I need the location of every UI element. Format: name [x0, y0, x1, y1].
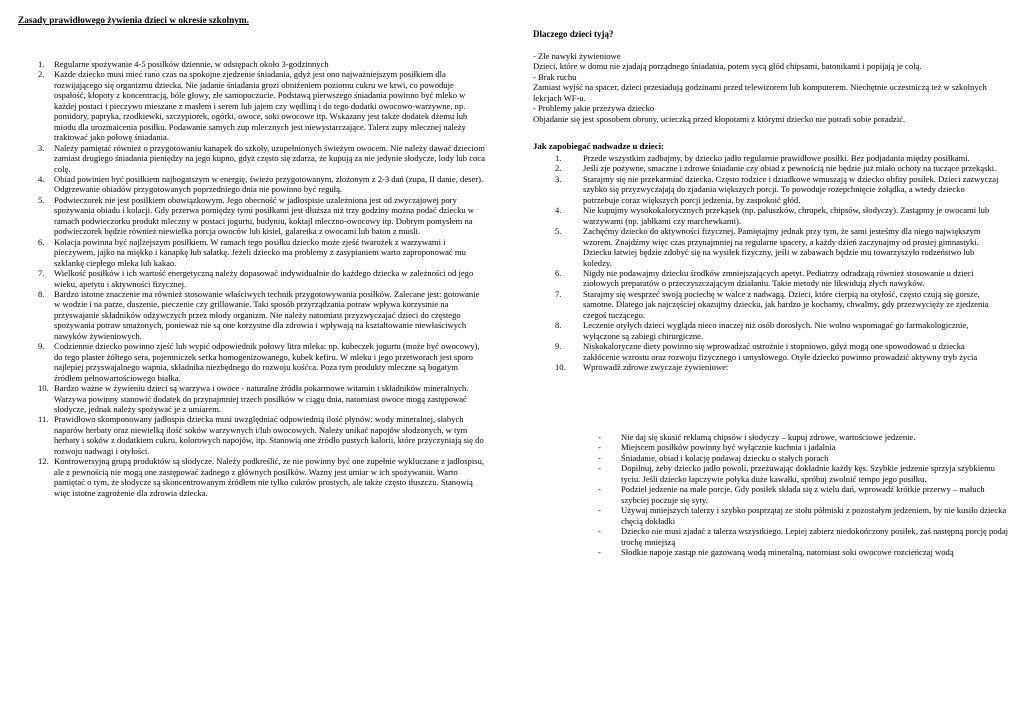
list-item: - Dopilnuj, żeby dziecko jadło powoli, przeżuwając dokładnie każdy kęs. Szybkie jedzenie sprzyja szybkiemu tyciu. Jeśli dziecko łapczywie połyka duże kawałki, spróbuj zwolnić tempo jego posiłku.: [598, 463, 995, 484]
list-item: 3. Starajmy się nie przekarmiać dziecka. Często rodzice i dziadkowe wmuszają w dziecko obfity posiłek. Dzieci zazwyczaj szybko się przyzwyczajają do zjadania większych porcji. To powoduje rozepchnięcie żołądka, a wtedy dziecko potrzebuje coraz większych porcji jedzenia, by zaspokoić głód.: [555, 173, 999, 205]
cause-heading: - Złe nawyki żywieniowe: [533, 51, 621, 61]
list-item: 4. Obiad powinien być posiłkiem najbogatszym w energię, świeżo przygotowanym, złożonym z 2-3 dań (zupa, II danie, deser). Odgrzewanie obiadów przygotowanych poprzedniego dnia nie powinno być regułą.: [38, 173, 484, 195]
list-item: 7. Wielkość posiłków i ich wartość energetyczną należy dopasować indywidualnie do każdego dziecka w zależności od jego wieku, apetytu i aktywności fizycznej.: [38, 268, 474, 289]
list-item: - Używaj mniejszych talerzy i szybko posprzątaj ze stołu półmiski z pozostałym jedzeniem, by nie kusiło dziecka chęcią dokładki: [598, 505, 1007, 526]
dash-marker: -: [598, 452, 601, 463]
cause-text: Dzieci, które w domu nie zjadają porządnego śniadania, potem sycą głód chipsami, batonikami i popijają je colą.: [533, 61, 922, 72]
list-item: 12. Kontrowersyjną grupą produktów są słodycze. Należy podkreślić, że nie powinny być one zupełnie wykluczane z jadłospisu, ale z pewnością nie mogą one zastępować żadnego z głównych posiłków. Ważny jest umiar w ich spożywaniu. Warto pamiętać o tym, że słodycze są skoncentrowanym źródłem nie tylko cukrów prostych, ale także często tłuszczu. Stanowią więc istotne zagrożenie dla zdrowia dziecka.: [38, 456, 485, 498]
list-item: 11. Prawidłowo skomponowany jadłospis dziecka musi uwzględniać odpowiednią ilość płynów: wody mineralnej, słabych naparów herbaty oraz niewielką ilość soków warzywnych i/lub owocowych. Należy unikać napojów słodzonych, w tym herbaty i soków z dodatkiem cukru, kolorowych napojów, itp. Stanowią one źródło pustych kalorii, które przyczyniają się do rozwoju nadwagi i otyłości.: [38, 414, 484, 456]
list-item: - Dziecko nie musi zjadać z talerza wszystkiego. Lepiej zabierz niedokończony posiłek, zaś następną porcję podaj trochę mniejszą: [598, 526, 1009, 547]
list-item: 8. Bardzo istotne znaczenie ma również stosowanie właściwych technik przygotowywania posiłków. Zalecane jest: gotowanie w wodzie i na parze, duszenie, pieczenie czy grillowanie. Taki sposób przyrządzania potraw wpływa korzystnie na przyswajanie składników odżywczych przez młody organizm. Nie należy natomiast przyzwyczajać dzieci do częstego spożywania potraw smażonych, ponieważ nie są one korzystne dla zdrowia i wpływają na kształtowanie niewłaściwych nawyków żywieniowych.: [38, 288, 480, 341]
nutrition-rules-list: [18, 59, 486, 498]
cause-text: Zamiast wyjść na spacer, dzieci przesiadują godzinami przed telewizorem lub komputerem. Niechętnie uczestniczą też w szkolnych lekcjach WF-u.: [533, 82, 987, 103]
list-item: 1. Przede wszystkim zadbajmy, by dziecko jadło regularnie prawidłowe posiłki. Bez podjadania między posiłkami.: [555, 153, 970, 163]
list-item: 3. Należy pamiętać również o przygotowaniu kanapek do szkoły, uzupełnionych świeżym owocem. Nie należy dawać dzieciom zamiast drugiego śniadania pieniędzy na jego kupno, gdyż często się zdarza, że kupują za nie jedynie słodycze, lody lub coca colę.: [38, 142, 485, 174]
dash-marker: -: [598, 484, 601, 495]
list-item: 5. Podwieczorek nie jest posiłkiem obowiązkowym. Jego obecność w jadłospisie uzależniona jest od zwyczajowej pory spożywania obiadu i kolacji. Gdy przerwa pomiędzy tymi posiłkami jest dłuższa niż trzy godziny można podać dziecku w ramach podwieczorku produkt mleczny w postaci jogurtu, budyniu, koktajl mleczno-owocowy itp. Dobrym pomysłem na podwieczorek będzie również niewielka porcja owoców lub kisiel, galaretka z owocami lub baton z musli.: [38, 194, 475, 237]
list-item: 9. Niskokaloryczne diety powinno się wprowadzać ostrożnie i stopniowo, gdyż mogą one spowodować u dziecka zakłócenie wzrostu oraz rozwoju fizycznego i umysłowego. Otyłe dziecko powinno prowadzić aktywny tryb życia: [555, 341, 978, 362]
list-item: 2. Jeśli zje pożywne, smaczne i zdrowe śniadanie czy obiad z pewnością nie będzie już miało ochoty na tuczące przekąski.: [555, 163, 997, 174]
list-item: 1. Regularne spożywanie 4-5 posiłków dziennie, w odstępach około 3-godzinnych: [38, 59, 329, 69]
list-item: 2. Każde dziecko musi mieć rano czas na spokojne zjedzenie śniadania, gdyż jest ono najważniejszym posiłkiem dla rozwijającego się organizmu dziecka. Nie jadanie śniadania grozi obniżeniem poziomu cukru we krwi, co powoduje ospałość, kłopoty z koncentracją, bóle głowy, złe samopoczucie. Podstawą pierwszego śniadania powinno być mleko w każdej postaci i pieczywo mieszane z masłem i serem lub jajem czy wędliną i do tego dodatki owocowo-warzywne, np. pomidory, papryka, rzodkiewki, szczypiorek, ogórki, owoce, soki owocowe itp. Wskazany jest także dodatek dżemu lub miodu dla urozmaicenia posiłku. Podawanie samych zup mlecznych jest niewystarczające. Talerz zupy mlecznej należy traktować jako połowę śniadania.: [38, 69, 468, 143]
dash-marker: -: [598, 442, 601, 453]
list-item: - Miejscem posiłków powinny być wyłącznie kuchnia i jadalnia: [598, 442, 836, 453]
list-item: 7. Starajmy się wesprzeć swoją pociechę w walce z nadwagą. Dzieci, które cierpią na otyłość, często czują się gorsze, samotne. Dlatego jak najczęściej okazujmy dziecku, jak bardzo je kochamy, chwalmy, gdy przezwycięży ze zjedzenia czegoś tuczącego.: [555, 288, 989, 320]
dash-marker: -: [598, 505, 601, 516]
list-item: 8. Leczenie otyłych dzieci wygląda nieco inaczej niż osób dorosłych. Nie wolno wspomagać go farmakologicznie, wyłączone są zabiegi chirurgiczne.: [555, 320, 969, 341]
list-item: - Podziel jedzenie na małe porcje. Gdy posiłek składa się z wielu dań, wprowadź krótkie przerwy – małuch szybciej poczuje się syty.: [598, 484, 985, 505]
list-item: - Śniadanie, obiad i kolację podawaj dziecku o stałych porach: [598, 452, 829, 463]
page-title: Zasady prawidłowego żywienia dzieci w okresie szkolnym.: [18, 16, 249, 26]
section-title-why: Dlaczego dzieci tyją?: [533, 29, 614, 39]
section-title-prevent: Jak zapobiegać nadwadze u dzieci:: [533, 141, 664, 151]
dash-marker: -: [598, 432, 601, 442]
cause-heading: - Problemy jakie przeżywa dziecko: [533, 103, 655, 114]
list-item: 4. Nie kupujmy wysokokalorycznych przekąsek (np. paluszków, chrupek, chipsów, słodyczy). Zastąpmy je owocami lub warzywami (np. jabłkami czy marchewkami).: [555, 205, 990, 226]
causes-section: [533, 51, 1011, 124]
cause-text: Objadanie się jest sposobem obrony, ucieczką przed kłopotami z którymi dziecko nie potrafi sobie poradzić.: [533, 113, 906, 124]
prevention-tips-list: [533, 153, 1001, 373]
dash-marker: -: [598, 526, 601, 537]
list-item: 6. Nigdy nie podawajmy dziecku środków zmniejszających apetyt. Pediatrzy odradzają również stosowanie u dzieci ziołowych preparatów o przeczyszczającym działaniu. Takie metody nie likwidują złych nawyków.: [555, 267, 974, 289]
healthy-habits-list: [533, 432, 1011, 557]
list-item: 10. Bardzo ważne w żywieniu dzieci są warzywa i owoce - naturalne źródła pokarmowe witamin i składników mineralnych. Warzywa powinny stanowić dodatek do przynajmniej trzech posiłków w ciągu dnia, natomiast owoce mogą zastępować słodycze, jednak należy spożywać je z umiarem.: [38, 383, 469, 414]
list-item: 5. Zachęćmy dziecko do aktywności fizycznej. Pamiętajmy jednak przy tym, że sami jesteśmy dla niego największym wzorem. Znajdźmy więc czas przynajmniej na regularne spacery, a każdy dzień zaczynajmy od prostej gimnastyki. Dziecku łatwiej będzie zdobyć się na wysiłek fizyczny, jeśli w zabawach będzie mu towarzyszyło rodzeństwo lub koledzy.: [555, 226, 981, 268]
list-item: - Słodkie napoje zastąp nie gazowaną wodą mineralną, natomiast soki owocowe rozcieńczaj wodą: [598, 546, 954, 557]
list-item: 6. Kolacja powinna być najlżejszym posiłkiem. W ramach tego posiłku dziecko może zjeść twarożek z warzywami i pieczywem, jajko na miękko i kanapkę lub sałatkę. Jeżeli dziecko ma problemy z zasypianiem warto zaproponować mu szklankę ciepłego mleka lub kakao.: [38, 236, 466, 268]
dash-marker: -: [598, 463, 601, 474]
cause-heading: - Brak ruchu: [533, 71, 577, 82]
dash-marker: -: [598, 546, 601, 557]
list-item: 10. Wprowadź zdrowe zwyczaje żywieniowe:: [555, 362, 729, 373]
list-item: - Nie daj się skusić reklamą chipsów i słodyczy – kupuj zdrowe, wartościowe jedzenie.: [598, 432, 916, 442]
list-item: 9. Codziennie dziecko powinno zjeść lub wypić odpowiednik połowy litra mleka: np. kubeczek jogurtu (może być owocowy), do tego plaster żółtego sera, pojemniczek serka homogenizowanego, kubek kefiru. W mleku i jego przetworach jest sporo najlepiej przyswajalnego wapnia, składnika niezbędnego do rozwoju kośćca. Poza tym produkty mleczne są bogatym źródłem pełnowartościowego białka.: [38, 341, 480, 383]
